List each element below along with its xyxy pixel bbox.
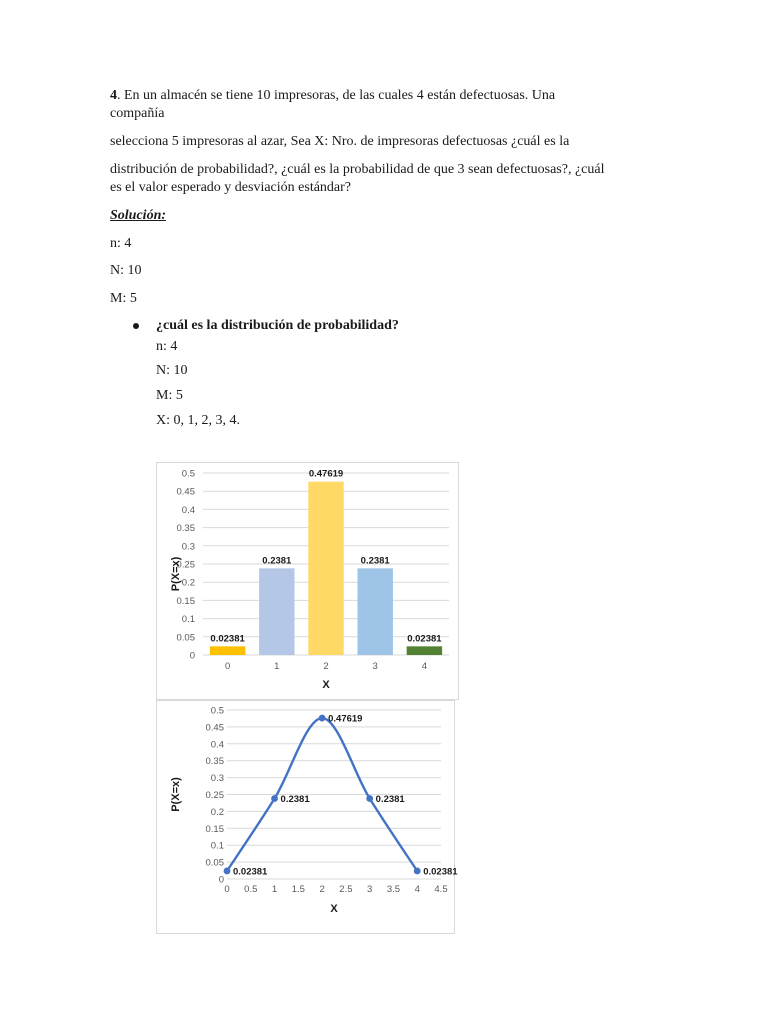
- y-tick-label: 0.2: [210, 806, 224, 818]
- bar-data-label: 0.02381: [407, 633, 442, 645]
- bar-data-label: 0.2381: [360, 555, 390, 567]
- y-tick-label: 0.45: [176, 486, 195, 498]
- y-tick-label: 0.5: [210, 705, 224, 717]
- problem-line-5: es el valor esperado y desviación estándar?: [110, 180, 352, 195]
- x-tick-label: 1: [274, 661, 280, 672]
- solution-heading: Solución:: [110, 208, 167, 223]
- y-tick-label: 0.1: [210, 840, 224, 852]
- bullet-n: n: 4: [156, 339, 178, 354]
- problem-text-1: . En un almacén se tiene 10 impresoras, de las cuales 4 están defectuosas. Una: [117, 88, 556, 103]
- bar-data-label: 0.02381: [210, 633, 245, 645]
- bullet-question: ¿cuál es la distribución de probabilidad?: [156, 318, 399, 333]
- solution-N: N: 10: [110, 263, 142, 278]
- problem-number: 4: [110, 88, 117, 103]
- bar-chart: [157, 463, 458, 699]
- data-point: [319, 715, 326, 722]
- solution-M: M: 5: [110, 291, 137, 306]
- x-tick-label: 2.5: [339, 884, 353, 895]
- bar: [210, 646, 245, 655]
- x-tick-label: 4.5: [434, 884, 448, 895]
- bar: [357, 568, 392, 655]
- y-tick-label: 0.4: [181, 504, 195, 516]
- bar-data-label: 0.2381: [262, 555, 292, 567]
- y-tick-label: 0.35: [205, 756, 224, 768]
- bar: [308, 482, 343, 655]
- x-tick-label: 4: [414, 884, 420, 895]
- bullet-M: M: 5: [156, 388, 183, 403]
- y-tick-label: 0.45: [205, 722, 224, 734]
- x-tick-label: 2: [319, 884, 325, 895]
- x-tick-label: 0.5: [244, 884, 258, 895]
- x-tick-label: 0: [224, 884, 230, 895]
- x-axis-label: X: [330, 903, 338, 915]
- bar-data-label: 0.47619: [308, 468, 344, 480]
- x-axis-label: X: [322, 679, 330, 691]
- y-tick-label: 0.3: [181, 541, 195, 553]
- y-tick-label: 0.05: [205, 857, 224, 869]
- y-tick-label: 0.15: [176, 595, 195, 607]
- x-tick-label: 3.5: [386, 884, 401, 895]
- point-data-label: 0.02381: [233, 866, 268, 878]
- bullet-X: X: 0, 1, 2, 3, 4.: [156, 413, 240, 428]
- bar-chart-box: [156, 462, 459, 700]
- y-axis-label: P(X=x): [170, 777, 182, 812]
- data-point: [366, 795, 373, 802]
- problem-line-3: selecciona 5 impresoras al azar, Sea X: Nro. de impresoras defectuosas ¿cuál es la: [110, 134, 570, 149]
- line-chart: [157, 701, 458, 933]
- x-tick-label: 3: [372, 661, 378, 672]
- x-tick-label: 4: [421, 661, 428, 672]
- y-tick-label: 0.25: [205, 790, 224, 801]
- point-data-label: 0.2381: [280, 794, 310, 806]
- y-tick-label: 0.1: [181, 614, 195, 626]
- y-tick-label: 0: [218, 874, 224, 886]
- data-point: [224, 868, 231, 875]
- x-tick-label: 1.5: [291, 884, 305, 895]
- y-tick-label: 0.3: [210, 773, 224, 785]
- x-tick-label: 2: [323, 661, 329, 672]
- x-tick-label: 3: [367, 884, 373, 895]
- y-tick-label: 0.25: [176, 559, 195, 571]
- y-tick-label: 0: [189, 650, 195, 662]
- y-tick-label: 0.35: [176, 523, 195, 535]
- problem-line-4: distribución de probabilidad?, ¿cuál es la probabilidad de que 3 sean defectuosas?, ¿cuál: [110, 162, 605, 177]
- y-tick-label: 0.2: [181, 577, 195, 589]
- bullet-dot: [133, 323, 139, 329]
- y-tick-label: 0.5: [181, 468, 195, 480]
- x-tick-label: 0: [224, 661, 231, 672]
- data-point: [414, 868, 421, 875]
- y-tick-label: 0.15: [205, 823, 224, 835]
- y-axis-label: P(X=x): [170, 556, 182, 592]
- y-tick-label: 0.05: [176, 632, 195, 644]
- data-point: [271, 795, 278, 802]
- point-data-label: 0.2381: [375, 794, 405, 806]
- bullet-N: N: 10: [156, 363, 188, 378]
- problem-line-1: [110, 87, 555, 105]
- y-tick-label: 0.4: [210, 739, 224, 751]
- bar: [407, 646, 442, 655]
- point-data-label: 0.47619: [328, 713, 363, 725]
- problem-line-2: compañía: [110, 106, 165, 121]
- solution-n: n: 4: [110, 236, 132, 251]
- point-data-label: 0.02381: [423, 866, 458, 878]
- x-tick-label: 1: [271, 884, 278, 895]
- bar: [259, 568, 294, 655]
- line-chart-box: [156, 700, 458, 934]
